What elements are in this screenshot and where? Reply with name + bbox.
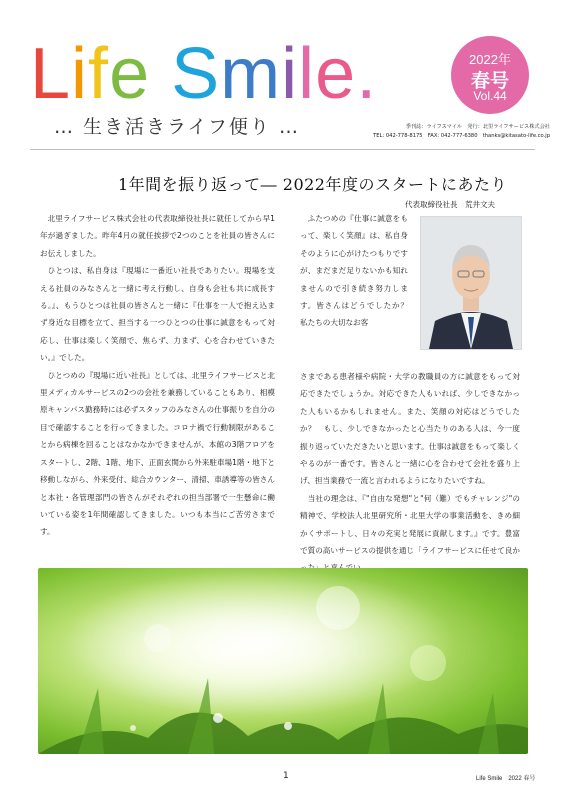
logo-letter: L	[30, 34, 72, 114]
logo-letter: .	[356, 34, 378, 114]
paragraph: 当社の理念は、『"自由な発想"と"何（難）でもチャレンジ"の精神で、学校法人北里研究所・北里大学の事業活動を、きめ細かくサポートし、日々の充実と発展に貢献します。』です。豊富で質の高いサービスの提供を通じ「ライフサービスに任せて良か	[300, 493, 520, 556]
paragraph: ひとつめの『現場に近い社長』としては、北里ライフサービスと北里メディカルサービスの2つの会社を兼務していることもあり、相模原キャンパス勤務時には必ずスタッフのみなさんの仕事振りを自分の目で確認することを行ってきました。コロナ禍で行動制限があることから病棟を回ることはなかなかできませんが、本館の3階フロアをスタートし、2階、1階、地下、正面玄関から外来駐車場1階・地下と移動しながら、外来受付、総合カウンター、清掃、車誘導等の皆さんと本社・各管理部門の皆さんがそれぞれの担当部署で一生懸命に働いている姿を1年間確認してきました。いつも本当にご苦労さまです。	[40, 370, 275, 537]
publisher-line: 季刊誌：ライフスマイル 発行：北里ライフサービス株式会社	[405, 124, 550, 130]
article-left-column	[40, 210, 275, 541]
logo-letter: i	[71, 34, 89, 114]
badge-season: 春号	[470, 71, 509, 92]
nature-photo	[38, 568, 528, 754]
page-number: 1	[283, 771, 289, 781]
article-byline: 代表取締役社長 荒井文夫	[405, 200, 495, 209]
paragraph: ふたつめの『仕事に誠意をもって、楽しく笑顔』は、私自身そのように心がけたつもりですが、まだまだ足りないかも知れませんので引き続き努力します。皆さんはどうでしたか？ 私たちの大切なお客	[300, 214, 416, 328]
contact-line: TEL: 042-778-8175 FAX: 042-777-6380 thanks@kitasato-life.co.jp	[373, 133, 550, 139]
president-photo	[420, 216, 522, 350]
article-right-narrow	[300, 210, 416, 332]
issue-badge	[451, 36, 529, 114]
logo-letter: l	[298, 34, 316, 114]
article-right-column	[300, 368, 520, 577]
logo-letter: S	[171, 34, 221, 114]
tagline: … 生き活きライフ便り …	[54, 116, 300, 138]
logo	[30, 30, 378, 114]
footer-brand: Life Smile 2022 春号	[476, 776, 536, 782]
paragraph: 北里ライフサービス株式会社の代表取締役社長に就任してから早1年が過ぎました。昨年4月の就任挨拶で2つのことを社員の皆さんにお伝えしました。	[40, 214, 275, 258]
publisher-info	[300, 123, 550, 141]
logo-letter: m	[220, 34, 282, 114]
logo-letter: e	[109, 34, 151, 114]
logo-letter: i	[281, 34, 299, 114]
badge-year: 2022年	[469, 52, 511, 67]
badge-volume: Vol.44	[473, 89, 507, 103]
logo-letter: e	[315, 34, 357, 114]
masthead-divider	[30, 149, 535, 150]
paragraph: ひとつは、私自身は『現場に一番近い社長でありたい。現場を支える社員のみなさんと一緒に考え行動し、自身も会社も共に成長する。』、もうひとつは社員の皆さんと一緒に『仕事を一人で抱え込まず身近な目標を立て、担当する一つひとつの仕事に誠意をもって対応し、仕事は楽しく笑顔で、焦らず、力まず、心を合わせていきたい。』でした。	[40, 266, 275, 363]
logo-letter: f	[88, 34, 110, 114]
paragraph: さまである患者様や病院・大学の教職員の方に誠意をもって対応できたでしょうか。対応できた人もいれば、少しできなかった人もいるかもしれません。また、笑顔の対応はどうでしたか？ もし、少しできなかったと心当たりのある人は、今一度振り返っていただきたいと思います。仕事は誠意をもって楽しくやるのが一番です。皆さんと一緒に心を合わせて会社を盛り上げ、担当業務で一流と言われるようになりたいですね。	[300, 372, 520, 486]
logo-letter	[150, 38, 171, 110]
article-headline: 1年間を振り返って― 2022年度のスタートにあたり	[118, 175, 507, 194]
